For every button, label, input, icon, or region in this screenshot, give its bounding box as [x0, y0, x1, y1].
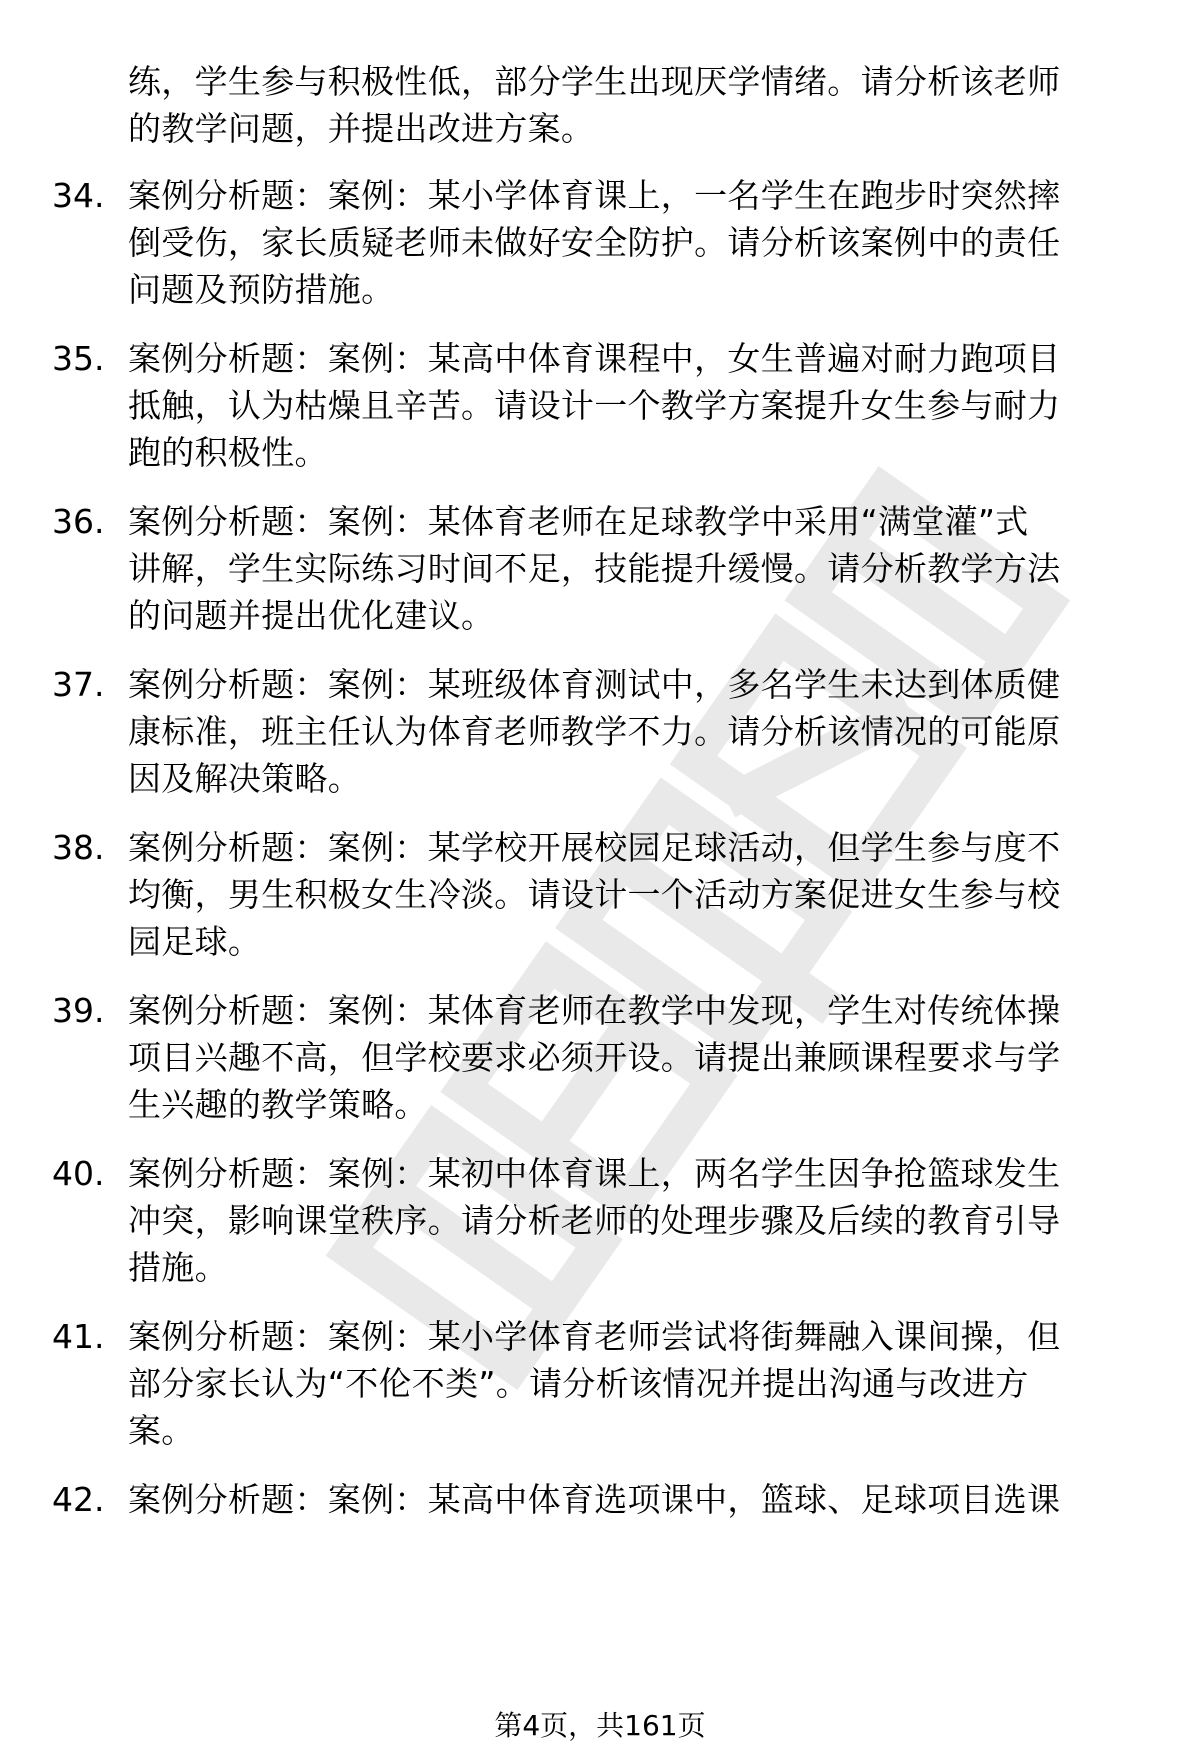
question-number: 38. — [52, 828, 105, 867]
question-number: 37. — [52, 665, 105, 704]
text-line: 措施。 — [128, 1248, 228, 1287]
question-number: 41. — [52, 1317, 105, 1356]
text-line: 康标准，班主任认为体育老师教学不力。请分析该情况的可能原 — [128, 712, 1061, 751]
question-text — [128, 1476, 1140, 1523]
question-number: 39. — [52, 991, 105, 1030]
question-text — [128, 661, 1140, 802]
text-line: 生兴趣的教学策略。 — [128, 1085, 428, 1124]
page-number-label: 第4页，共161页 — [494, 1709, 706, 1742]
text-line: 的教学问题，并提出改进方案。 — [128, 109, 595, 148]
text-line: 案例分析题：案例：某体育老师在教学中发现，学生对传统体操 — [128, 991, 1061, 1030]
text-line: 练，学生参与积极性低，部分学生出现厌学情绪。请分析该老师 — [128, 62, 1061, 101]
text-line: 园足球。 — [128, 922, 262, 961]
text-line: 因及解决策略。 — [128, 759, 362, 798]
question-number: 42. — [52, 1480, 105, 1519]
question-text — [128, 335, 1140, 476]
text-line: 案例分析题：案例：某高中体育课程中，女生普遍对耐力跑项目 — [128, 339, 1061, 378]
text-line: 案例分析题：案例：某班级体育测试中，多名学生未达到体质健 — [128, 665, 1061, 704]
question-number: 34. — [52, 176, 105, 215]
continued-question-text — [128, 58, 1138, 152]
question-text — [128, 498, 1140, 639]
question-number: 35. — [52, 339, 105, 378]
question-number: 36. — [52, 502, 105, 541]
text-line: 案例分析题：案例：某初中体育课上，两名学生因争抢篮球发生 — [128, 1154, 1061, 1193]
question-text — [128, 987, 1140, 1128]
text-line: 讲解，学生实际练习时间不足，技能提升缓慢。请分析教学方法 — [128, 549, 1061, 588]
text-line: 案例分析题：案例：某体育老师在足球教学中采用“满堂灌”式 — [128, 502, 1029, 541]
question-text — [128, 172, 1140, 313]
text-line: 均衡，男生积极女生冷淡。请设计一个活动方案促进女生参与校 — [128, 875, 1061, 914]
text-line: 抵触，认为枯燥且辛苦。请设计一个教学方案提升女生参与耐力 — [128, 386, 1061, 425]
text-line: 的问题并提出优化建议。 — [128, 596, 495, 635]
text-line: 倒受伤，家长质疑老师未做好安全防护。请分析该案例中的责任 — [128, 223, 1061, 262]
text-line: 案。 — [128, 1411, 195, 1450]
text-line: 部分家长认为“不伦不类”。请分析该情况并提出沟通与改进方 — [128, 1364, 1029, 1403]
text-line: 跑的积极性。 — [128, 433, 328, 472]
text-line: 案例分析题：案例：某高中体育选项课中，篮球、足球项目选课 — [128, 1480, 1061, 1519]
question-number: 40. — [52, 1154, 105, 1193]
text-line: 问题及预防措施。 — [128, 270, 395, 309]
question-text — [128, 824, 1140, 965]
text-line: 案例分析题：案例：某学校开展校园足球活动，但学生参与度不 — [128, 828, 1061, 867]
text-line: 案例分析题：案例：某小学体育课上，一名学生在跑步时突然摔 — [128, 176, 1061, 215]
question-text — [128, 1313, 1140, 1454]
page-footer — [0, 1706, 1200, 1746]
text-line: 冲突，影响课堂秩序。请分析老师的处理步骤及后续的教育引导 — [128, 1201, 1061, 1240]
text-line: 项目兴趣不高，但学校要求必须开设。请提出兼顾课程要求与学 — [128, 1038, 1061, 1077]
text-line: 案例分析题：案例：某小学体育老师尝试将街舞融入课间操，但 — [128, 1317, 1061, 1356]
question-text — [128, 1150, 1140, 1291]
